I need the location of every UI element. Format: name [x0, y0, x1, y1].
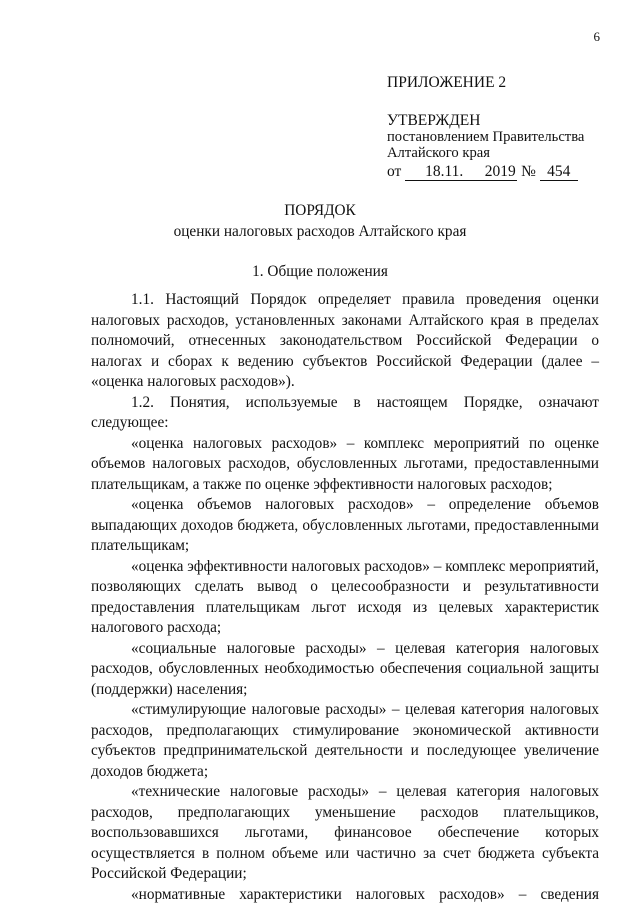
paragraph: «нормативные характеристики налоговых расходов» – сведения — [131, 885, 599, 903]
number-sign: № — [521, 163, 536, 180]
appendix-block — [387, 74, 627, 181]
paragraph: 1.2. Понятия, используемые в настоящем Порядке, означают следующее: — [91, 393, 599, 431]
document-title: ПОРЯДОК — [284, 202, 356, 219]
approved-label: УТВЕРЖДЕН — [387, 112, 481, 129]
paragraph: «оценка объемов налоговых расходов» – определение объемов выпадающих доходов бюджета, обусловленных льготами, предоставленными плательщикам; — [91, 496, 599, 554]
page-number: 6 — [593, 29, 600, 44]
date-year: 2019 — [484, 163, 516, 180]
document-body — [91, 290, 599, 905]
approved-by-line-1: постановлением Правительства — [387, 129, 585, 145]
approval-date-line — [387, 163, 627, 181]
date-prefix: от — [387, 163, 402, 180]
paragraph: «оценка эффективности налоговых расходов» – комплекс мероприятий, позволяющих сделать вывод о целесообразности и результативности предоставления плательщикам льгот исходя из целевых характеристик налогового расхода; — [91, 557, 599, 636]
paragraph: 1.1. Настоящий Порядок определяет правила проведения оценки налоговых расходов, установленных законами Алтайского края в пределах полномочий, отнесенных законодательством Российской Федерации о налогах и сборах к ведению субъектов Российской Федерации (далее – «оценка налоговых расходов»). — [91, 291, 599, 390]
section-heading: 1. Общие положения — [252, 263, 388, 280]
paragraph: «социальные налоговые расходы» – целевая категория налоговых расходов, обусловленных необходимостью обеспечения социальной защиты (поддержки) населения; — [91, 639, 599, 698]
document-subtitle: оценки налоговых расходов Алтайского края — [173, 223, 467, 240]
appendix-label: ПРИЛОЖЕНИЕ 2 — [387, 74, 507, 91]
paragraph: «стимулирующие налоговые расходы» – целевая категория налоговых расходов, предполагающих стимулирование экономической активности субъектов предпринимательской деятельности и последующее увеличение доходов бюджета; — [91, 701, 599, 780]
date-value: 18.11. — [405, 164, 483, 181]
paragraph: «технические налоговые расходы» – целевая категория налоговых расходов, предполагающих уменьшение расходов плательщиков, воспользовавшихся льготами, финансовое обеспечение которых осуществляется в полном объеме или частично за счет бюджета субъекта Российской Федерации; — [91, 783, 599, 882]
resolution-number: 454 — [540, 164, 578, 181]
approved-by-line-2: Алтайского края — [387, 144, 490, 161]
paragraph: «оценка налоговых расходов» – комплекс мероприятий по оценке объемов налоговых расходов, обусловленных льготами, предоставленными плательщикам, а также по оценке эффективности налоговых расходов; — [91, 434, 599, 493]
